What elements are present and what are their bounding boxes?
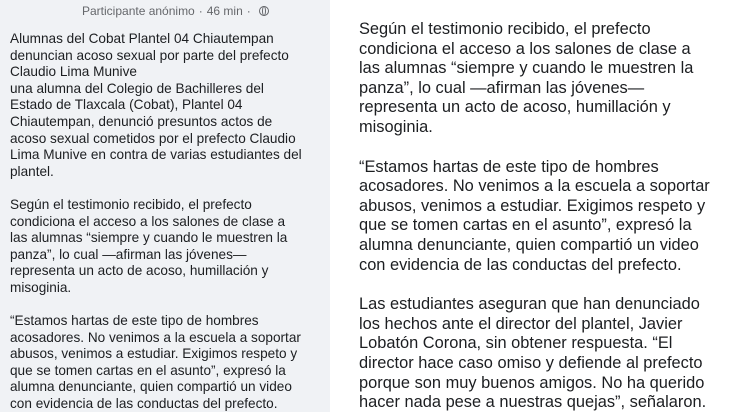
text-line: los hechos ante el director del plantel, Javier <box>359 314 683 333</box>
text-line: condiciona el acceso a los salones de clase a <box>359 39 691 58</box>
text-line: una alumna del Colegio de Bachilleres del <box>10 80 264 96</box>
right-paragraph-1 <box>359 20 744 138</box>
post-body <box>10 31 328 412</box>
text-line: condiciona el acceso a los salones de clase a <box>10 213 286 229</box>
right-paragraph-2 <box>359 158 744 276</box>
text-line: panza”, lo cual —afirman las jóvenes— <box>359 78 645 97</box>
header-separator-2: · <box>246 4 251 18</box>
text-line: misoginia. <box>359 117 433 136</box>
text-line: con evidencia de las conductas del prefecto. <box>359 255 682 274</box>
text-line: denuncian acoso sexual por parte del prefecto <box>10 47 289 63</box>
right-paragraph-3 <box>359 295 744 412</box>
text-line: alumna denunciante, quien compartió un video <box>10 379 292 395</box>
text-line: alumna denunciante, quien compartió un video <box>359 235 699 254</box>
text-line: Estado de Tlaxcala (Cobat), Plantel 04 <box>10 97 243 113</box>
text-line: hacer nada pese a nuestras quejas”, señalaron. <box>359 393 707 412</box>
text-line: “Estamos hartas de este tipo de hombres <box>10 313 259 329</box>
text-line: Claudio Lima Munive <box>10 64 137 80</box>
right-post-screenshot <box>338 0 750 412</box>
text-line: representa un acto de acoso, humillación y <box>359 98 671 117</box>
text-line: Lima Munive en contra de varias estudiantes del <box>10 147 302 163</box>
text-line: representa un acto de acoso, humillación y <box>10 263 269 279</box>
text-line: plantel. <box>10 163 54 179</box>
left-paragraph-1 <box>10 31 328 180</box>
text-line: Chiautempan, denunció presuntos actos de <box>10 113 273 129</box>
left-post-screenshot <box>0 0 330 412</box>
left-paragraph-2 <box>10 197 328 297</box>
text-line: acosadores. No venimos a la escuela a soportar <box>10 329 301 345</box>
text-line: “Estamos hartas de este tipo de hombres <box>359 157 659 176</box>
text-line: Según el testimonio recibido, el prefecto <box>10 196 252 212</box>
text-line: Las estudiantes aseguran que han denunciado <box>359 295 700 314</box>
text-line: misoginia. <box>10 279 72 295</box>
text-line: que se tomen cartas en el asunto”, expresó la <box>359 216 692 235</box>
text-line: director hace caso omiso y defiende al prefecto <box>359 353 703 372</box>
text-line: las alumnas “siempre y cuando le muestren la <box>359 59 694 78</box>
text-line: abusos, venimos a estudiar. Exigimos respeto y <box>10 346 298 362</box>
post-author[interactable]: Participante anónimo <box>82 4 195 18</box>
text-line: Alumnas del Cobat Plantel 04 Chiautempan <box>10 31 274 46</box>
text-line: acosadores. No venimos a la escuela a soportar <box>359 177 710 196</box>
text-line: acoso sexual cometidos por el prefecto Claudio <box>10 130 296 146</box>
text-line: que se tomen cartas en el asunto”, expresó la <box>10 362 286 378</box>
text-line: Lobatón Corona, sin obtener respuesta. “El <box>359 334 673 353</box>
text-line: Según el testimonio recibido, el prefecto <box>359 20 651 38</box>
text-line: con evidencia de las conductas del prefecto. <box>10 396 278 412</box>
text-line: panza”, lo cual —afirman las jóvenes— <box>10 246 247 262</box>
left-paragraph-3 <box>10 313 328 412</box>
text-line: porque son muy buenos amigos. No ha querido <box>359 373 705 392</box>
text-line: abusos, venimos a estudiar. Exigimos respeto y <box>359 196 706 215</box>
globe-icon <box>259 6 269 16</box>
text-line: las alumnas “siempre y cuando le muestren la <box>10 230 288 246</box>
post-time[interactable]: 46 min <box>206 4 243 18</box>
header-separator: · <box>198 4 203 18</box>
post-body-zoomed <box>359 20 744 412</box>
post-header <box>0 0 330 22</box>
